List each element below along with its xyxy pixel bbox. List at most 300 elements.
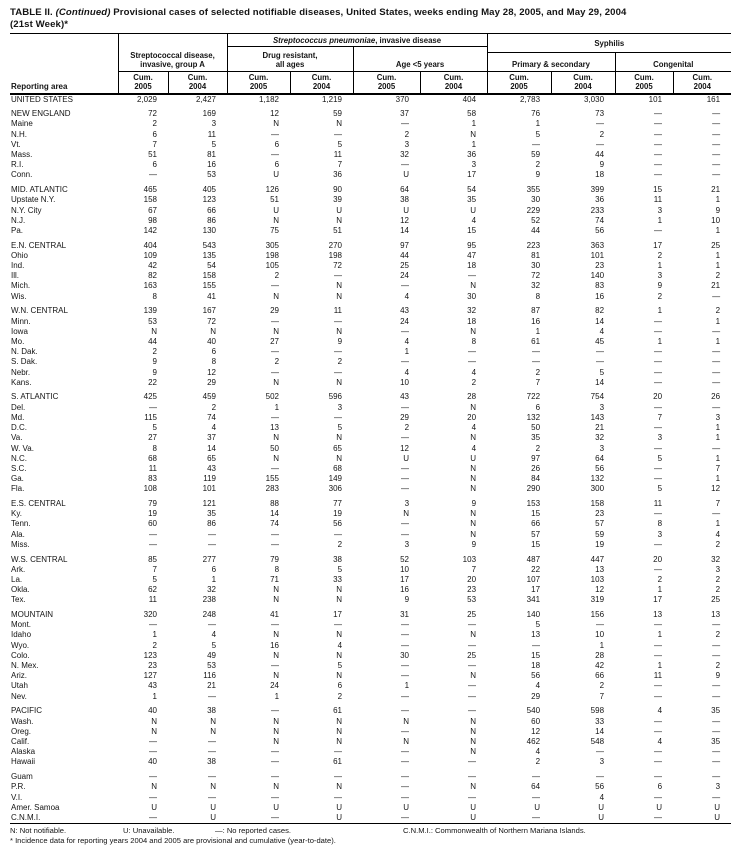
value-cell: 123 (143, 650, 157, 660)
value-cell: 1 (657, 630, 663, 640)
value-cell: 198 (328, 250, 343, 260)
value-cell: 76 (531, 109, 541, 119)
value-cell: 13 (653, 610, 663, 620)
value-cell: — (334, 529, 343, 539)
value-cell: 5 (211, 640, 217, 650)
value-cell: — (654, 539, 663, 549)
value-cell: 2 (715, 585, 721, 595)
value-cell: U (598, 802, 605, 812)
value-cell: 61 (333, 706, 343, 716)
value-cell: 14 (595, 726, 605, 736)
value-cell: 40 (207, 336, 217, 346)
value-cell: 29 (400, 412, 410, 422)
value-cell: — (712, 716, 721, 726)
value-cell: 9 (152, 367, 157, 377)
value-cell: U (420, 813, 487, 824)
value-cell: — (271, 792, 280, 802)
value-cell: 4 (599, 326, 605, 336)
value-cell: 43 (207, 463, 217, 473)
value-cell: — (654, 119, 663, 129)
value-cell: 33 (595, 716, 605, 726)
value-cell: U (470, 453, 477, 463)
value-cell: 1 (657, 261, 663, 271)
value-cell: 1 (471, 139, 477, 149)
value-cell: — (271, 281, 280, 291)
value-cell: 18 (531, 661, 541, 671)
value-cell: U (470, 802, 477, 812)
value-cell: 105 (265, 261, 280, 271)
area-cell: Va. (11, 433, 23, 443)
value-cell: — (401, 706, 410, 716)
value-cell: N (151, 726, 157, 736)
value-cell: 6 (211, 564, 217, 574)
value-cell: 71 (270, 574, 280, 584)
value-cell: — (596, 772, 605, 782)
value-cell: 50 (531, 423, 541, 433)
table-row (10, 782, 731, 792)
area-cell: N. Dak. (11, 347, 38, 357)
value-cell: 320 (143, 610, 157, 620)
value-cell: — (401, 281, 410, 291)
value-cell: 123 (202, 195, 217, 205)
value-cell: 17 (400, 574, 410, 584)
value-cell: — (596, 139, 605, 149)
value-cell: 25 (711, 595, 721, 605)
value-cell: 3 (715, 782, 721, 792)
value-cell: U (656, 802, 663, 812)
value-cell: — (654, 170, 663, 180)
table-row (10, 519, 731, 529)
header-row-cum (10, 72, 731, 94)
value-cell: 18 (467, 261, 477, 271)
value-cell: 22 (531, 564, 541, 574)
value-cell: 116 (203, 671, 217, 681)
table-row (10, 803, 731, 813)
area-cell: W. Va. (11, 443, 34, 453)
value-cell: — (712, 291, 721, 301)
value-cell: 11 (333, 306, 343, 316)
value-cell: 3,030 (584, 94, 605, 104)
value-cell: — (712, 402, 721, 412)
value-cell: 64 (531, 782, 541, 792)
table-row (10, 94, 731, 105)
value-cell: 4 (535, 747, 541, 757)
value-cell: 56 (531, 671, 541, 681)
area-cell: E.N. CENTRAL (11, 240, 67, 250)
value-cell: 3 (404, 539, 410, 549)
value-cell: — (712, 139, 721, 149)
value-cell: N (273, 716, 280, 726)
value-cell: 2 (535, 757, 541, 767)
value-cell: 1 (535, 326, 541, 336)
value-cell: — (712, 150, 721, 160)
value-cell: 49 (207, 650, 217, 660)
table-row (10, 317, 731, 327)
value-cell: 2 (404, 129, 410, 139)
table-row (10, 368, 731, 378)
value-cell: 54 (207, 261, 217, 271)
value-cell: 11 (653, 499, 663, 509)
value-cell: — (468, 772, 477, 782)
value-cell: — (654, 316, 663, 326)
area-cell: S. Dak. (11, 357, 38, 367)
value-cell: 21 (711, 281, 721, 291)
value-cell: N (470, 747, 477, 757)
value-cell: 95 (467, 240, 477, 250)
value-cell: 1 (274, 691, 280, 701)
value-cell: 1,182 (258, 94, 280, 104)
value-cell: — (468, 640, 477, 650)
value-cell: — (271, 661, 280, 671)
area-cell: Nebr. (11, 367, 31, 377)
value-cell: 4 (337, 640, 343, 650)
value-cell: 2,029 (136, 94, 157, 104)
value-cell: 14 (270, 509, 280, 519)
value-cell: 56 (595, 225, 605, 235)
value-cell: 60 (148, 519, 157, 529)
value-cell: N (470, 463, 477, 473)
area-cell: Oreg. (11, 726, 32, 736)
value-cell: U (714, 802, 721, 812)
value-cell: 153 (526, 499, 541, 509)
value-cell: N (336, 736, 343, 746)
value-cell: 1 (715, 453, 721, 463)
value-cell: 543 (202, 240, 217, 250)
table-header (10, 34, 731, 94)
value-cell: — (468, 691, 477, 701)
value-cell: 56 (595, 782, 605, 792)
value-cell: 1 (274, 402, 280, 412)
value-cell: 82 (148, 271, 157, 281)
value-cell: 32 (595, 433, 605, 443)
area-cell: Md. (11, 412, 25, 422)
value-cell: — (468, 757, 477, 767)
table-row (10, 433, 731, 443)
table-title-prefix: TABLE II. (10, 7, 53, 18)
value-cell: U (336, 205, 343, 215)
value-cell: 140 (526, 610, 541, 620)
value-cell: N (336, 726, 343, 736)
value-cell: — (334, 129, 343, 139)
area-cell: Kans. (11, 377, 32, 387)
value-cell: 25 (467, 650, 477, 660)
value-cell: 56 (595, 463, 605, 473)
value-cell: — (401, 529, 410, 539)
value-cell: — (654, 402, 663, 412)
value-cell: — (654, 423, 663, 433)
value-cell: 3 (599, 402, 605, 412)
value-cell: 15 (467, 225, 477, 235)
value-cell: 52 (400, 554, 410, 564)
value-cell: 155 (202, 281, 217, 291)
value-cell: 142 (143, 225, 157, 235)
value-cell: 11 (148, 595, 157, 605)
value-cell: — (401, 484, 410, 494)
value-cell: — (149, 529, 157, 539)
value-cell: 30 (531, 195, 541, 205)
value-cell: 7 (535, 377, 541, 387)
cum-col-header-6: Cum. 2004 (420, 72, 487, 94)
value-cell: — (208, 747, 217, 757)
value-cell: N (336, 291, 343, 301)
value-cell: 15 (531, 650, 541, 660)
value-cell: 65 (207, 453, 217, 463)
area-cell: Tex. (11, 595, 26, 605)
value-cell: 32 (400, 150, 410, 160)
value-cell: — (401, 772, 410, 782)
value-cell: 45 (595, 336, 605, 346)
value-cell: 3 (715, 564, 721, 574)
value-cell: 127 (143, 671, 157, 681)
table-row (10, 793, 731, 803)
value-cell: 101 (648, 94, 663, 104)
value-cell: — (712, 367, 721, 377)
value-cell: N (336, 671, 343, 681)
value-cell: — (271, 539, 280, 549)
value-cell: 20 (653, 392, 663, 402)
value-cell: 44 (148, 336, 157, 346)
value-cell: N (336, 782, 343, 792)
value-cell: 121 (202, 499, 217, 509)
value-cell: — (654, 139, 663, 149)
value-cell: — (712, 620, 721, 630)
value-cell: — (654, 757, 663, 767)
value-cell: — (334, 747, 343, 757)
area-cell: N.Y. City (11, 205, 42, 215)
value-cell: — (334, 367, 343, 377)
value-cell: 60 (531, 716, 541, 726)
value-cell: 2 (657, 291, 663, 301)
value-cell: 22 (148, 377, 157, 387)
value-cell: N (470, 716, 477, 726)
table-row (10, 530, 731, 540)
value-cell: — (596, 747, 605, 757)
area-cell: MOUNTAIN (11, 610, 54, 620)
value-cell: — (654, 129, 663, 139)
value-cell: 4 (211, 423, 217, 433)
value-cell: — (654, 564, 663, 574)
value-cell: — (271, 412, 280, 422)
table-row (10, 595, 731, 605)
value-cell: 42 (595, 661, 605, 671)
value-cell: 11 (653, 671, 663, 681)
value-cell: 540 (526, 706, 541, 716)
value-cell: — (654, 620, 663, 630)
area-cell: Nev. (11, 691, 27, 701)
value-cell: 28 (595, 650, 605, 660)
value-cell: 62 (148, 585, 157, 595)
value-cell: 2 (599, 681, 605, 691)
value-cell: U (168, 813, 227, 824)
value-cell: — (654, 509, 663, 519)
value-cell: 7 (715, 499, 721, 509)
reporting-area-header: Reporting area (10, 34, 118, 94)
value-cell: — (468, 620, 477, 630)
col-group-strep-group-a-line1: Streptococcal disease, (130, 51, 215, 60)
value-cell: — (532, 139, 541, 149)
value-cell: 36 (333, 170, 343, 180)
value-cell: — (401, 160, 410, 170)
value-cell: 10 (400, 377, 410, 387)
area-cell: Hawaii (11, 757, 36, 767)
value-cell: 86 (207, 519, 217, 529)
value-cell: 9 (599, 160, 605, 170)
value-cell: 12 (531, 726, 541, 736)
value-cell: 66 (595, 671, 605, 681)
area-cell: Del. (11, 402, 26, 412)
value-cell: 47 (467, 250, 477, 260)
value-cell: — (353, 813, 420, 824)
value-cell: 2 (152, 640, 157, 650)
value-cell: 16 (270, 640, 280, 650)
value-cell: 2 (715, 539, 721, 549)
value-cell: 33 (333, 574, 343, 584)
value-cell: — (615, 813, 673, 824)
value-cell: N (273, 736, 280, 746)
col-group-drug-resistant-line2: all ages (275, 60, 305, 69)
value-cell: 44 (595, 150, 605, 160)
value-cell: 90 (333, 185, 343, 195)
value-cell: 31 (400, 610, 410, 620)
value-cell: — (712, 129, 721, 139)
area-cell: Minn. (11, 316, 31, 326)
value-cell: 6 (274, 160, 280, 170)
value-cell: 270 (328, 240, 343, 250)
value-cell: — (468, 706, 477, 716)
table-row (10, 327, 731, 337)
value-cell: — (208, 620, 217, 630)
value-cell: 18 (467, 316, 477, 326)
value-cell: 38 (207, 757, 217, 767)
value-cell: 30 (531, 261, 541, 271)
area-cell: Vt. (11, 139, 21, 149)
area-cell: P.R. (11, 782, 26, 792)
value-cell: 72 (531, 271, 541, 281)
value-cell: N (403, 509, 410, 519)
table-row (10, 271, 731, 281)
value-cell: 79 (148, 499, 157, 509)
table-row (10, 813, 731, 824)
value-cell: 6 (657, 782, 663, 792)
value-cell: 158 (143, 195, 157, 205)
value-cell: U (673, 813, 731, 824)
value-cell: 404 (143, 240, 157, 250)
table-row (10, 661, 731, 671)
value-cell: 1 (715, 195, 721, 205)
value-cell: 15 (653, 185, 663, 195)
table-row (10, 170, 731, 180)
value-cell: N (210, 716, 217, 726)
value-cell: 7 (657, 412, 663, 422)
value-cell: 77 (333, 499, 343, 509)
value-cell: 74 (595, 215, 605, 225)
value-cell: 26 (711, 392, 721, 402)
table-row (10, 261, 731, 271)
value-cell: 14 (400, 225, 410, 235)
area-cell: S.C. (11, 463, 27, 473)
table-row (10, 337, 731, 347)
value-cell: 5 (535, 129, 541, 139)
value-cell: 4 (471, 215, 477, 225)
value-cell: 108 (143, 484, 157, 494)
value-cell: 51 (270, 195, 280, 205)
value-cell: 341 (526, 595, 541, 605)
value-cell: 43 (148, 681, 157, 691)
value-cell: 5 (211, 139, 217, 149)
value-cell: U (273, 802, 280, 812)
value-cell: 8 (274, 564, 280, 574)
table-row (10, 484, 731, 494)
table-title (10, 7, 724, 30)
value-cell: 16 (531, 316, 541, 326)
value-cell: U (151, 802, 157, 812)
value-cell: 24 (270, 681, 280, 691)
value-cell: 72 (333, 261, 343, 271)
value-cell: — (712, 650, 721, 660)
value-cell: N (273, 377, 280, 387)
table-title-continued: (Continued) (52, 7, 114, 18)
value-cell: U (470, 205, 477, 215)
value-cell: 2 (715, 574, 721, 584)
footnote-unavailable: U: Unavailable. (123, 826, 175, 836)
value-cell: 29 (207, 377, 217, 387)
table-row (10, 413, 731, 423)
value-cell: 68 (148, 453, 157, 463)
table-row (10, 620, 731, 630)
value-cell: 2,427 (195, 94, 217, 104)
value-cell: N (336, 377, 343, 387)
value-cell: — (654, 681, 663, 691)
value-cell: N (151, 716, 157, 726)
value-cell: 53 (207, 661, 217, 671)
value-cell: 11 (653, 195, 663, 205)
footnote-legend (10, 826, 731, 836)
value-cell: — (208, 772, 217, 782)
col-group-congenital: Congenital (615, 53, 731, 72)
value-cell: N (470, 529, 477, 539)
value-cell: 73 (595, 109, 605, 119)
value-cell: 8 (152, 443, 157, 453)
value-cell: 3 (211, 119, 217, 129)
table-row (10, 119, 731, 129)
value-cell: 59 (595, 529, 605, 539)
value-cell: 26 (531, 463, 541, 473)
value-cell: 161 (706, 94, 721, 104)
value-cell: N (336, 433, 343, 443)
value-cell: — (532, 357, 541, 367)
value-cell: 74 (270, 519, 280, 529)
value-cell: — (334, 271, 343, 281)
area-cell: Calif. (11, 736, 30, 746)
value-cell: 4 (535, 681, 541, 691)
value-cell: N (273, 119, 280, 129)
value-cell: 8 (211, 357, 217, 367)
value-cell: 9 (471, 499, 477, 509)
value-cell: — (401, 519, 410, 529)
table-row (10, 216, 731, 226)
value-cell: — (712, 377, 721, 387)
value-cell: 16 (595, 291, 605, 301)
table-row (10, 150, 731, 160)
value-cell: — (654, 347, 663, 357)
value-cell: — (487, 813, 551, 824)
value-cell: 59 (333, 109, 343, 119)
area-cell: Ala. (11, 529, 25, 539)
value-cell: 5 (337, 661, 343, 671)
value-cell: 2 (535, 367, 541, 377)
value-cell: 2 (715, 661, 721, 671)
value-cell: — (271, 316, 280, 326)
